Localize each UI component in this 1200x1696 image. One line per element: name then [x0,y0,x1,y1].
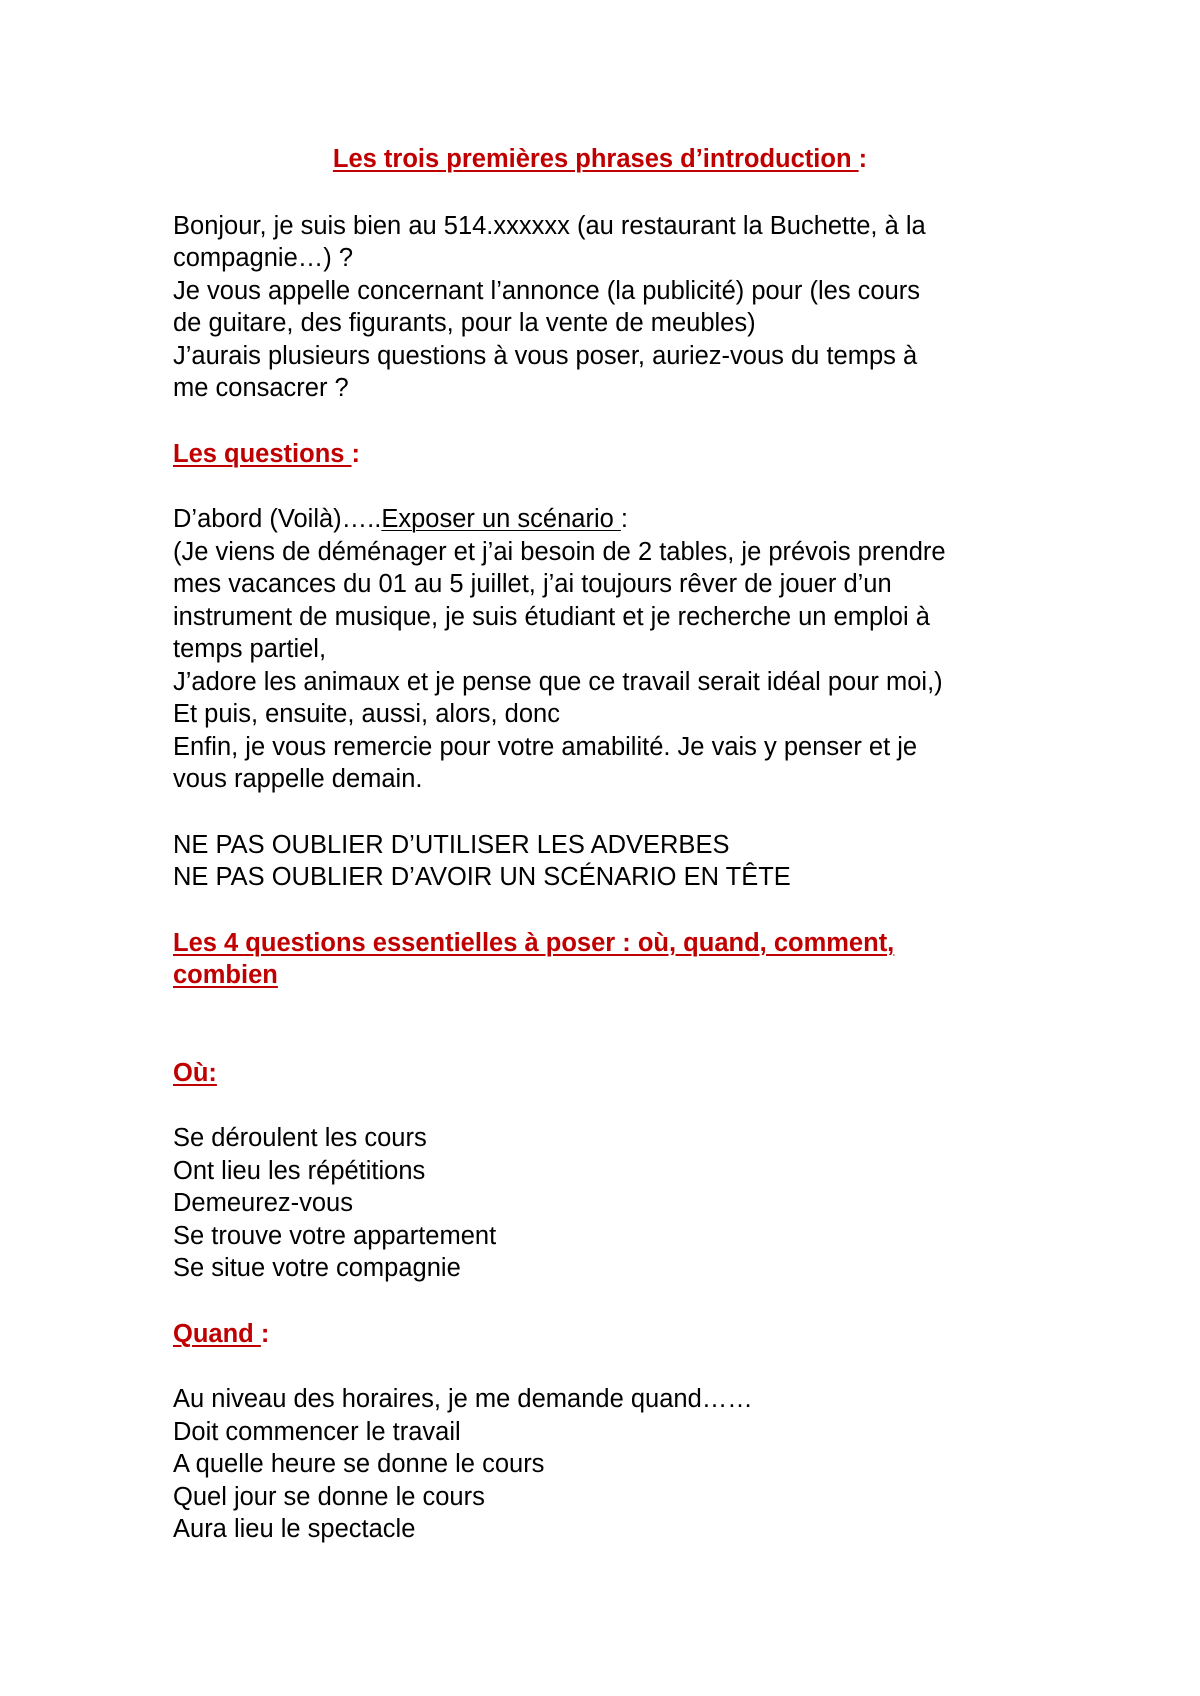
scenario-line: Et puis, ensuite, aussi, alors, donc [173,700,560,728]
quand-heading [173,1318,269,1350]
scenario-line: mes vacances du 01 au 5 juillet, j’ai toujours rêver de jouer d’un [173,570,892,598]
quand-heading-text: Quand [173,1320,261,1348]
scenario-line: temps partiel, [173,635,327,663]
essential-questions-heading-line1: Les 4 questions essentielles à poser : où, quand, comment, [173,929,895,957]
abord-prefix: D’abord (Voilà)….. [173,505,382,533]
intro-line: J’aurais plusieurs questions à vous poser, auriez-vous du temps à [173,342,918,370]
questions-heading-colon: : [351,440,361,468]
essential-questions-heading [173,927,894,959]
quand-item: Quel jour se donne le cours [173,1483,485,1511]
document-title-text: Les trois premières phrases d’introduction [332,145,859,173]
ou-heading [173,1057,217,1089]
scenario-line: instrument de musique, je suis étudiant et je recherche un emploi à [173,603,930,631]
quand-item: A quelle heure se donne le cours [173,1450,545,1478]
intro-line: Bonjour, je suis bien au 514.xxxxxx (au restaurant la Buchette, à la [173,212,926,240]
intro-line: compagnie…) ? [173,244,354,272]
ou-item: Se déroulent les cours [173,1124,427,1152]
ou-heading-text: Où: [173,1059,217,1087]
essential-questions-heading [173,959,278,991]
quand-heading-colon: : [260,1320,270,1348]
quand-item: Au niveau des horaires, je me demande quand…… [173,1385,753,1413]
questions-heading [173,438,360,470]
abord-colon: : [620,505,628,533]
ou-item: Se trouve votre appartement [173,1222,497,1250]
reminder-line: NE PAS OUBLIER D’AVOIR UN SCÉNARIO EN TÊTE [173,863,791,891]
intro-line: Je vous appelle concernant l’annonce (la publicité) pour (les cours [173,277,921,305]
intro-line: me consacrer ? [173,374,349,402]
scenario-line: vous rappelle demain. [173,765,423,793]
document-title-colon: : [858,145,868,173]
quand-item: Doit commencer le travail [173,1418,461,1446]
questions-heading-text: Les questions [173,440,352,468]
document-title [0,143,1200,175]
quand-item: Aura lieu le spectacle [173,1515,416,1543]
reminder-line: NE PAS OUBLIER D’UTILISER LES ADVERBES [173,831,730,859]
intro-line: de guitare, des figurants, pour la vente de meubles) [173,309,756,337]
scenario-line: J’adore les animaux et je pense que ce travail serait idéal pour moi,) [173,668,943,696]
ou-item: Se situe votre compagnie [173,1254,461,1282]
essential-questions-heading-line2: combien [173,961,278,989]
ou-item: Demeurez-vous [173,1189,353,1217]
ou-item: Ont lieu les répétitions [173,1157,426,1185]
abord-line [173,503,628,535]
abord-scenario-label: Exposer un scénario [381,505,621,533]
scenario-line: (Je viens de déménager et j’ai besoin de 2 tables, je prévois prendre [173,538,946,566]
scenario-line: Enfin, je vous remercie pour votre amabilité. Je vais y penser et je [173,733,918,761]
